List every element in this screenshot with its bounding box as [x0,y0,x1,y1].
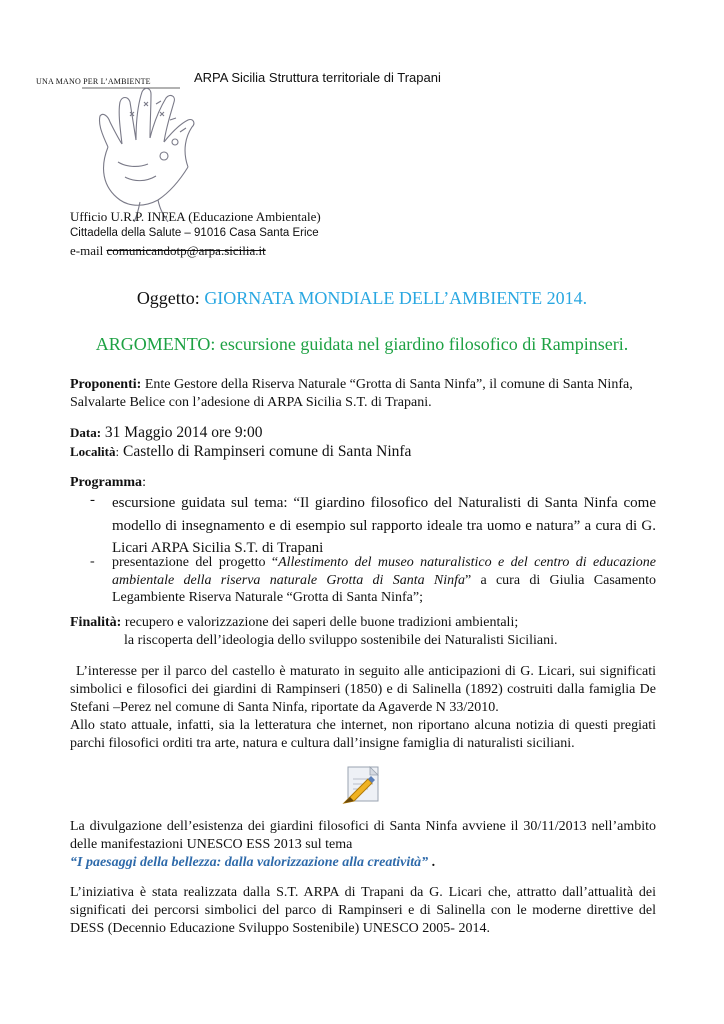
hand-logo-icon [30,72,230,222]
office-block [70,208,321,259]
location-value: Castello di Rampinseri comune di Santa Ninfa [119,443,412,460]
finalita-label: Finalità: [70,615,122,630]
body-text-2: Allo stato attuale, infatti, sia la letteratura che internet, non riportano alcuna notizia di questi pregiati parchi filosofici orditi tra arte, natura e cultura dall’insigne famiglia di naturalisti siciliani. [70,718,656,751]
program-item-2-post: ” a cura di Giulia Casamento Legambiente Riserva Naturale “Grotta di Santa Ninfa”; [112,572,656,605]
office-email-line [70,242,321,259]
divulgazione-paragraph [70,818,656,872]
program-item-2 [112,554,656,607]
email-label: e-mail [70,243,107,258]
logo-caption: UNA MANO PER L’AMBIENTE [36,77,151,86]
theme-quote: “I paesaggi della bellezza: dalla valorizzazione alla creatività” [70,855,429,870]
subject-value: GIORNATA MONDIALE DELL’AMBIENTE 2014. [204,288,588,308]
program-label: Programma [70,475,143,490]
program-item-2-pre: presentazione del progetto “ [112,555,279,570]
organization-header: ARPA Sicilia Struttura territoriale di Trapani [194,70,441,85]
divulgazione-end: . [428,855,436,870]
subject-label: Oggetto: [136,288,205,308]
divulgazione-text: La divulgazione dell’esistenza dei giardini filosofici di Santa Ninfa avviene il 30/11/2013 nell’ambito delle manifestazioni UNESCO ESS 2013 sul tema [70,819,656,852]
finalita-line-1: recupero e valorizzazione dei saperi delle buone tradizioni ambientali; [121,615,519,630]
program-heading [70,474,656,492]
proponenti-paragraph [70,376,656,412]
program-item-1: escursione guidata sul tema: “Il giardino filosofico del Naturalisti di Santa Ninfa come modello di insegnamento e di esempio sul rapporto ideale tra uomo e natura” a cura di G. Licari ARPA Sicilia S.T. di Trapani [112,495,656,556]
program-item-2-title: Allestimento del museo naturalistico e del centro di educazione ambientale della riserva naturale Grotta di Santa Ninfa [112,555,656,588]
pen-icon [340,765,382,807]
program-colon: : [142,475,146,490]
date-line [70,424,656,442]
location-line [70,443,656,461]
argument-line: ARGOMENTO: escursione guidata nel giardino filosofico di Rampinseri. [95,334,629,354]
body-text-1: L’interesse per il parco del castello è maturato in seguito alle anticipazioni di G. Licari, sui significati simbolici e filosofici dei giardini di Rampinseri (1850) e di Salinella (1892) costruiti dalla famiglia De Stefani –Perez nel comune di Santa Ninfa, riportate da Agaverde N 33/2010. [70,664,656,715]
subject-line [0,288,724,309]
list-bullet: - [90,492,95,508]
location-label: Località [70,444,116,459]
finalita-line-2: la riscoperta dell’ideologia dello sviluppo sostenibile dei Naturalisti Siciliani. [124,633,558,648]
date-label: Data: [70,425,102,440]
iniziativa-paragraph: L’iniziativa è stata realizzata dalla S.T. ARPA di Trapani da G. Licari che, attratto dall’attualità dei significati dei percorsi simbolici del parco di Rampinseri e di Salinella con le moderne direttive del DESS (Decennio Educazione Sviluppo Sostenibile) UNESCO 2005- 2014. [70,885,656,936]
date-value: 31 Maggio 2014 ore 9:00 [101,424,263,441]
proponenti-label: Proponenti: [70,377,142,392]
email-link[interactable]: comunicandotp@arpa.sicilia.it [106,243,266,258]
location-sep: : [115,444,120,459]
proponenti-text: Ente Gestore della Riserva Naturale “Grotta di Santa Ninfa”, il comune di Santa Ninfa, Salvalarte Belice con l’adesione di ARPA Sicilia S.T. di Trapani. [70,377,633,410]
office-address: Cittadella della Salute – 91016 Casa Santa Erice [70,227,319,239]
office-line: Ufficio U.R.P. INFEA (Educazione Ambientale) [70,209,321,224]
finalita-block [70,614,656,650]
list-bullet: - [90,554,95,569]
body-paragraph [70,663,656,753]
